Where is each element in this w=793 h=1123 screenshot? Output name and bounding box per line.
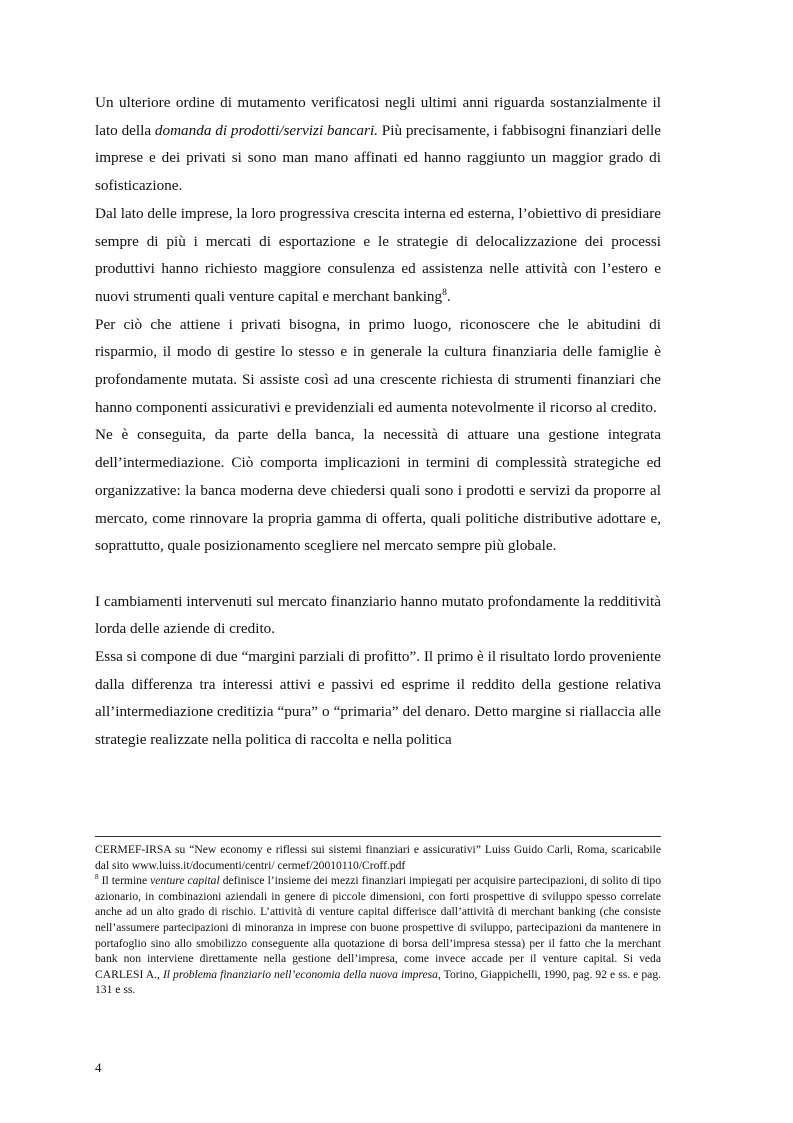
footnote-8 — [95, 873, 661, 998]
text-run: Un ulteriore ordine di mutamento verificatosi negli ultimi anni riguarda sostanzialmente il lato della — [95, 94, 661, 139]
footnotes — [95, 842, 661, 998]
text-run: . — [446, 287, 451, 305]
text-run: Più precisamente, i fabbisogni finanziari delle imprese e dei privati si sono man mano affinati ed hanno raggiunto un maggior grado di sofisticazione. — [95, 121, 661, 195]
footnote-marker: 8 — [95, 873, 99, 882]
paragraph-households — [95, 311, 661, 422]
text-run: Dal lato delle imprese, la loro progressiva crescita interna ed esterna, l’obiettivo di presidiare sempre di più i mercati di esportazione e le strategie di delocalizzazione dei processi produttivi hanno richiesto maggiore consulenza ed assistenza nelle attività con l’estero e nuovi strumenti quali venture capital e merchant banking — [95, 204, 661, 305]
paragraph-integrated-management — [95, 421, 661, 560]
text-run: CERMEF-IRSA su “New economy e riflessi sui sistemi finanziari e assicurativi” Luiss Guido Carli, Roma, scaricabile dal sito www.luiss.it/documenti/centri/ cermef/20010110/Croff.pdf — [95, 843, 661, 872]
text-run: I cambiamenti intervenuti sul mercato finanziario hanno mutato profondamente la redditività lorda delle aziende di credito. — [95, 592, 661, 638]
text-run: , Torino, Giappichelli, 1990, pag. 92 e ss. e pag. 131 e ss. — [95, 967, 662, 997]
paragraph-demand — [95, 89, 661, 200]
footnote-separator — [95, 836, 661, 837]
text-run: Ne è conseguita, da parte della banca, la necessità di attuare una gestione integrata dell’intermediazione. Ciò comporta implicazioni in termini di complessità strategiche ed organizzative: la banca moderna deve chiedersi quali sono i prodotti e servizi da proporre al mercato, come rinnovare la propria gamma di offerta, quali politiche distributive adottare e, soprattutto, quale posizionamento scegliere nel mercato sempre più globale. — [95, 426, 661, 555]
paragraph-margins — [95, 643, 661, 754]
body-text — [95, 89, 661, 754]
paragraph-gap — [95, 560, 661, 588]
text-run: definisce l’insieme dei mezzi finanziari impiegati per acquisire partecipazioni, di solito di tipo azionario, in combinazioni aziendali in genere di piccole dimensioni, con forti prospettive di sviluppo spesso correlate anche ad un alto grado di rischio. L’attività di venture capital differisce dall’attività di merchant banking (che consiste nell’assumere partecipazioni di minoranza in imprese con buone prospettive di sviluppo, partecipazioni da mantenere in portafoglio sino allo smobilizzo conseguente alla quotazione di borsa dell’impresa stessa) per il fatto che la merchant bank non interviene direttamente nella gestione dell’impresa, come invece accade per il venture capital. Si veda CARLESI A., — [95, 874, 662, 981]
text-run: Essa si compone di due “margini parziali di profitto”. Il primo è il risultato lordo proveniente dalla differenza tra interessi attivi e passivi ed esprime il reddito della gestione relativa all’intermediazione creditizia “pura” o “primaria” del denaro. Detto margine si riallaccia alle strategie realizzate nella politica di raccolta e nella politica — [95, 648, 661, 749]
emphasis: domanda di prodotti/servizi bancari. — [154, 121, 378, 139]
footnote-continued — [95, 842, 661, 873]
text-run: Il termine — [98, 874, 151, 888]
paragraph-profitability — [95, 588, 661, 643]
footnote-ref[interactable]: 8 — [442, 287, 447, 298]
emphasis: Il problema finanziario nell’economia della nuova impresa — [162, 967, 438, 981]
page-number: 4 — [95, 1060, 102, 1075]
paragraph-enterprises — [95, 200, 661, 311]
text-run: Per ciò che attiene i privati bisogna, in primo luogo, riconoscere che le abitudini di risparmio, il modo di gestire lo stesso e in generale la cultura finanziaria delle famiglie è profondamente mutata. Si assiste così ad una crescente richiesta di strumenti finanziari che hanno componenti assicurativi e previdenziali ed aumenta notevolmente il ricorso al credito. — [95, 315, 661, 416]
emphasis: venture capital — [150, 874, 220, 888]
